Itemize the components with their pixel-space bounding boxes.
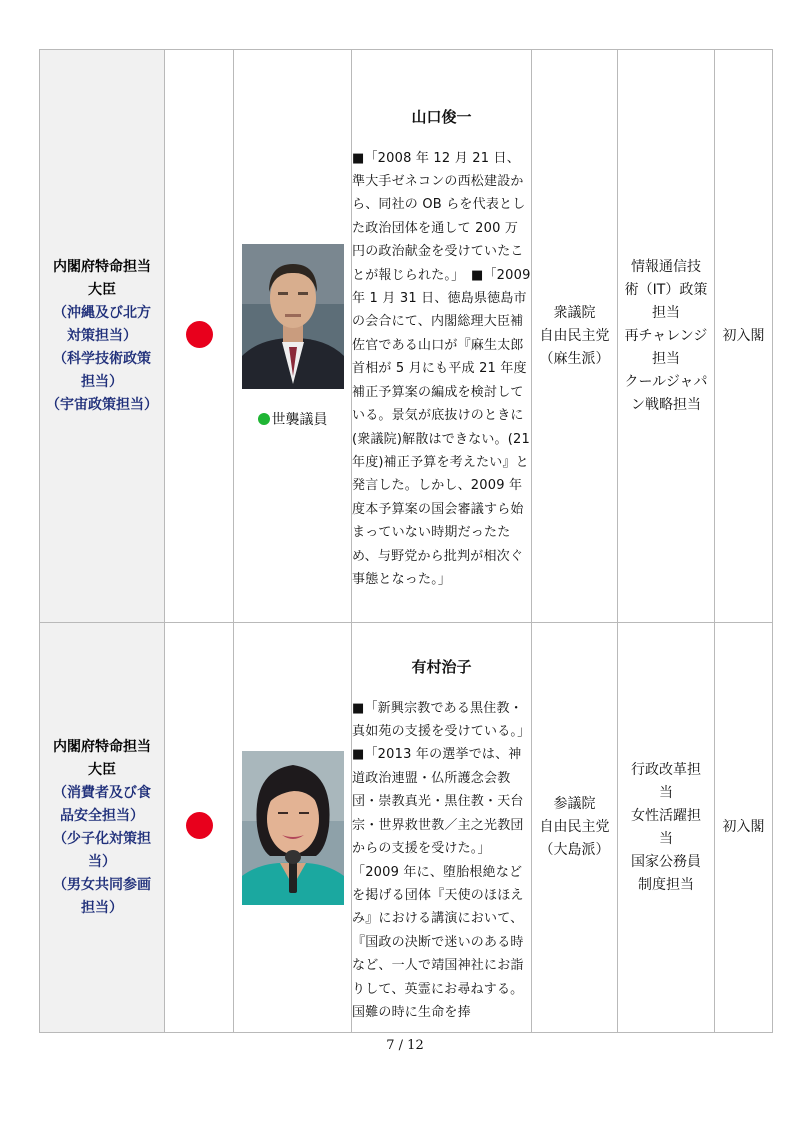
roles-cell: 行政改革担 当 女性活躍担 当 国家公務員 制度担当 <box>618 623 715 1033</box>
red-dot-icon <box>186 321 213 348</box>
term-cell: 初入閣 <box>715 623 773 1033</box>
photo-cell <box>234 623 352 1033</box>
party-cell: 参議院 自由民主党 （大島派） <box>532 623 618 1033</box>
roles-cell: 情報通信技 術（IT）政策 担当 再チャレンジ 担当 クールジャパ ン戦略担当 <box>618 50 715 623</box>
hereditary-label: 世襲議員 <box>234 409 351 429</box>
page-number: 7 / 12 <box>386 1038 424 1053</box>
portrait-female-photo <box>242 751 344 905</box>
description-text: ■「2008 年 12 月 21 日、準大手ゼネコンの西松建設から、同社の OB らを代表とした政治団体を通して 200 万円の政治献金を受けていたことが報じられた。」 ■「2009 年 1 月 31 日、徳島県徳島市の会合にて、内閣総理大臣補佐官である山口が『麻生太郎首相が 5 月にも平成 21 年度補正予算案の編成を検討している。景気が底抜けのときに(衆議院)解散はできない。(21 年度)補正予算を考えたい』と発言した。しかし、2009 年度本予算案の国会審議すら始まっていない時期だったため、与野党から批判が相次ぐ事態となった。」 <box>352 150 531 587</box>
post-sub: （沖縄及び北方 対策担当） （科学技術政策 担当） （宇宙政策担当） <box>46 304 158 413</box>
post-sub: （消費者及び食 品安全担当） （少子化対策担 当） （男女共同参画 担当） <box>53 784 151 916</box>
description-text: ■「新興宗教である黒住教・真如苑の支援を受けている。」 ■「2013 年の選挙では、神道政治連盟・仏所護念会教団・崇教真光・黒住教・天台宗・世界救世教／主之光教団からの支援を受けた。」「2009 年に、堕胎根絶などを掲げる団体『天使のほほえみ』における講演において、『国政の決断で迷いのある時など、一人で靖国神社にお詣りして、英霊にお尋ねする。国難の時に生命を捧 <box>352 700 538 1020</box>
cabinet-table <box>39 49 773 1033</box>
photo-cell <box>234 50 352 623</box>
post-main: 内閣府特命担当 大臣 <box>53 258 151 298</box>
red-dot-icon <box>186 812 213 839</box>
description-cell <box>352 623 538 1033</box>
post-cell <box>40 50 165 623</box>
marker-cell <box>165 623 234 1033</box>
post-main: 内閣府特命担当 大臣 <box>53 738 151 778</box>
party-cell: 衆議院 自由民主党 （麻生派） <box>532 50 618 623</box>
term-cell: 初入閣 <box>715 50 773 623</box>
post-cell <box>40 623 165 1033</box>
green-dot-icon <box>258 413 270 425</box>
minister-name: 有村治子 <box>411 657 472 676</box>
table-row <box>40 623 773 1033</box>
table-row <box>40 50 773 623</box>
minister-name: 山口俊一 <box>411 107 472 126</box>
portrait-male-photo <box>242 244 344 389</box>
description-cell <box>352 50 532 623</box>
marker-cell <box>165 50 234 623</box>
